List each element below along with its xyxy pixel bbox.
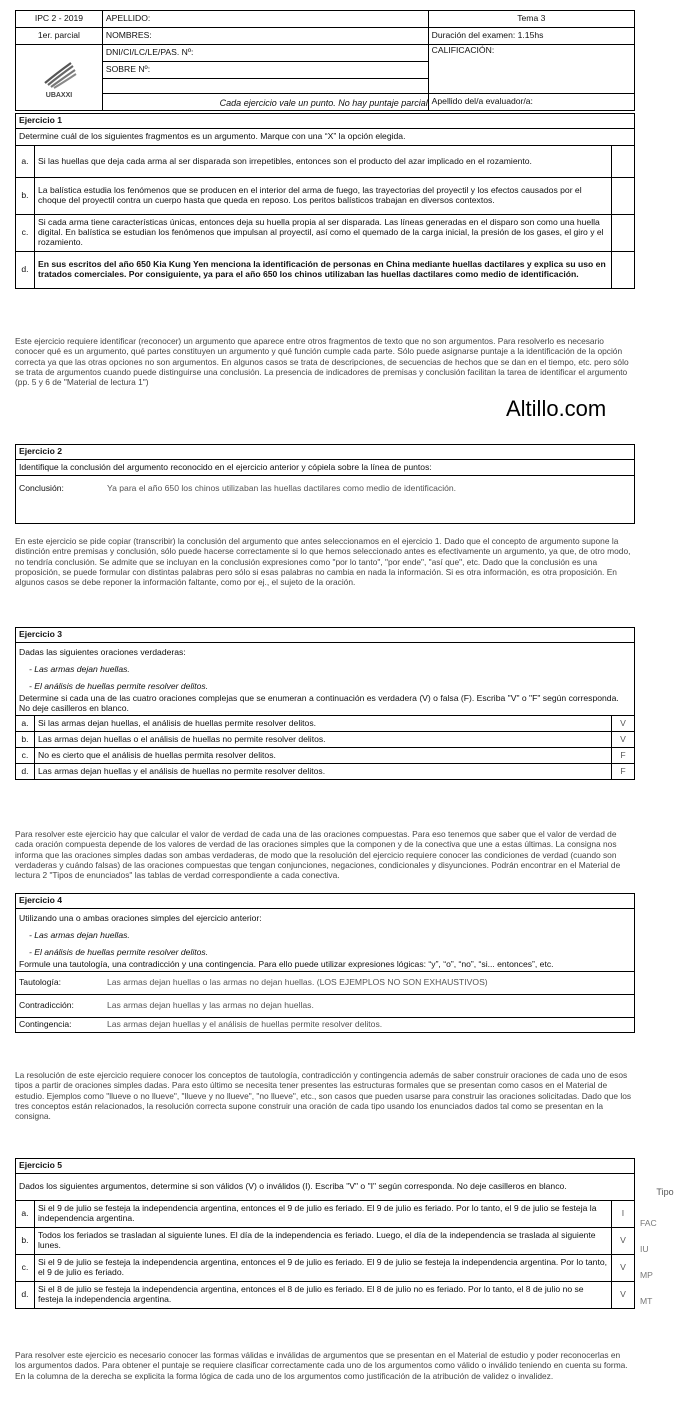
ej3-item-b: Las armas dejan huellas o el análisis de huellas no permite resolver delitos. xyxy=(35,732,612,748)
ej1-instruction: Determine cuál de los siguientes fragmentos es un argumento. Marque con una “X” la opción elegida. xyxy=(16,129,635,146)
tema-label: Tema 3 xyxy=(428,11,634,28)
ej1-letter-c: c. xyxy=(16,215,35,252)
ej1-option-b: La balística estudia los fenómenos que se producen en el interior del arma de fuego, las trayectorias del proyectil y los efectos causados por el choque del proyectil contra un cuerpo hasta que queda en reposo. Los peritos balísticos trabajan en diversos contextos. xyxy=(35,178,612,215)
ejercicio-1 xyxy=(15,113,635,289)
ej3-letter-c: c. xyxy=(16,748,35,764)
ej3-item-d: Las armas dejan huellas y el análisis de huellas no permite resolver delitos. xyxy=(35,764,612,780)
ej1-checkbox-c[interactable] xyxy=(612,215,635,252)
ubaxxi-logo xyxy=(31,59,87,99)
ej4-sentence-2: - El análisis de huellas permite resolver delitos. xyxy=(29,946,209,957)
scoring-note: Cada ejercicio vale un punto. No hay puntaje parcial. xyxy=(219,98,431,108)
ej4-row-tautologia xyxy=(16,972,635,995)
dni-field[interactable]: DNI/CI/LC/LE/PAS. Nº: xyxy=(102,45,428,62)
ej2-instruction: Identifique la conclusión del argumento reconocido en el ejercicio anterior y cópiela sobre la línea de puntos: xyxy=(16,460,635,476)
ej5-answer-b[interactable]: V xyxy=(612,1228,635,1255)
ej3-explanation: Para resolver este ejercicio hay que calcular el valor de verdad de cada una de las oraciones compuestas. Para eso tenemos que saber que el valor de verdad de cada oración compuesta depende de los valores de verdad de las oraciones simples que la componen y de la conectiva que une a estas últimas. La consigna nos informa que las oraciones simples dadas son ambas verdaderas, de modo que la resolución del ejercicio requiere conocer las condiciones de verdad (cuando son verdaderas y cuándo falsas) de las oraciones compuestas que tengan conjunciones, negaciones, condicionales y disyunciones. Podrán encontrar en el Material de lectura 2 "Tipos de enunciados" las tablas de verdad correspondiente a cada conectiva. xyxy=(15,829,621,880)
ej5-item-c: Si el 9 de julio se festeja la independencia argentina, entonces el 9 de julio es feriado. El 9 de julio se festeja la independencia argentina. Por lo tanto, el 9 de julio es feriado. xyxy=(35,1255,612,1282)
ej5-tipo-header: Tipo xyxy=(656,1187,674,1197)
ej5-instruction: Dados los siguientes argumentos, determine si son válidos (V) o inválidos (I). Escriba "V" o "I" según corresponda. No deje casilleros en blanco. xyxy=(16,1174,635,1201)
blank-field xyxy=(102,79,428,94)
ej3-letter-d: d. xyxy=(16,764,35,780)
ej5-item-d: Si el 8 de julio se festeja la independencia argentina, entonces el 8 de julio es feriado. El 8 de julio no es feriado. Por lo tanto, el 8 de julio no se festeja la independencia argentina. xyxy=(35,1282,612,1309)
ej2-title: Ejercicio 2 xyxy=(16,445,635,460)
calificacion-field: CALIFICACIÓN: xyxy=(428,45,634,94)
ej2-explanation: En este ejercicio se pide copiar (transcribir) la conclusión del argumento que antes seleccionamos en el ejercicio 1. Dado que el concepto de argumento supone la distinción entre premisas y conclusión, sólo puede hacerse correctamente si lo que hemos seleccionado antes es efectivamente un argumento, ya que, de otro modo, no tendría conclusión. Se admite que se incluyan en la conclusión expresiones como "por lo tanto", "por ende", "así que", etc. Dado que la conclusión es una proposición, se puede formular con distintas palabras pero sólo si esas palabras no cambia en nada la información. Si es otra información, es otra proposición. En algunos casos se debe reponer la información faltante, como por ej., el sujeto de la oración. xyxy=(15,536,631,587)
ej4-answer-tautologia[interactable]: Las armas dejan huellas o las armas no dejan huellas. (LOS EJEMPLOS NO SON EXHAUSTIVOS) xyxy=(107,977,488,988)
ej5-answer-d[interactable]: V xyxy=(612,1282,635,1309)
ej3-item-c: No es cierto que el análisis de huellas permita resolver delitos. xyxy=(35,748,612,764)
ej4-title: Ejercicio 4 xyxy=(16,894,635,909)
ej1-explanation: Este ejercicio requiere identificar (reconocer) un argumento que aparece entre otros fragmentos de texto que no son argumentos. Para resolverlo es necesario conocer qué es un argumento, qué partes constituyen un argumento y qué función cumple cada parte. Sólo puede asignarse puntaje a la identificación de la opción correcta ya que las otras opciones no son argumentos. En algunos casos se trata de descripciones, de secuencias de hechos que se dan en el tiempo, etc. pero sólo se trata de argumentos cuando puede distinguirse una conclusión. La presencia de indicadores de premisas y conclusión facilitan la tarea de identificar el argumento (pp. 5 y 6 de "Material de lectura 1") xyxy=(15,336,629,387)
ej1-letter-d: d. xyxy=(16,252,35,289)
ej5-item-a: Si el 9 de julio se festeja la independencia argentina, entonces el 9 de julio es feriado. El 9 de julio es feriado. Por lo tanto, el 9 de julio se festeja la independencia argentina. xyxy=(35,1201,612,1228)
ej3-instruction: Determine si cada una de las cuatro oraciones complejas que se enumeran a continuación es verdadera (V) o falsa (F). Escriba "V" o "F" según corresponda. No deje casilleros en blanco. xyxy=(19,693,619,714)
sobre-field[interactable]: SOBRE Nº: xyxy=(102,62,428,79)
ej2-answer-row xyxy=(16,476,635,524)
ej4-label-contradiccion: Contradicción: xyxy=(19,1000,74,1011)
exam-label: 1er. parcial xyxy=(16,28,103,45)
ej3-title: Ejercicio 3 xyxy=(16,628,635,643)
ej5-letter-b: b. xyxy=(16,1228,35,1255)
ej5-answer-c[interactable]: V xyxy=(612,1255,635,1282)
ej1-option-a: Si las huellas que deja cada arma al ser disparada son irrepetibles, entonces son el producto del azar implicado en el rozamiento. xyxy=(35,146,612,178)
ej3-answer-a[interactable]: V xyxy=(612,716,635,732)
ej4-intro: Utilizando una o ambas oraciones simples del ejercicio anterior: xyxy=(19,913,262,923)
ej2-conclusion-answer[interactable]: Ya para el año 650 los chinos utilizaban las huellas dactilares como medio de identificación. xyxy=(107,483,457,493)
ej3-answer-d[interactable]: F xyxy=(612,764,635,780)
ej1-option-d: En sus escritos del año 650 Kia Kung Yen menciona la identificación de personas en China mediante huellas dactilares y explica su uso en tratados comerciales. Por consiguiente, ya para el año 650 los chinos utilizaban las huellas dactilares como medio de identificación. xyxy=(35,252,612,289)
ej5-item-b: Todos los feriados se trasladan al siguiente lunes. El día de la independencia es feriado. Luego, el día de la independencia se traslada al siguiente lunes. xyxy=(35,1228,612,1255)
ej1-option-c: Si cada arma tiene características únicas, entonces deja su huella propia al ser disparada. Las líneas generadas en el disparo son como una huella digital. En balística se estudian los fenómenos que impulsan al proyectil, así como el quemado de la carga inicial, la presión de los gases, el giro y el rozamiento. xyxy=(35,215,612,252)
ej4-answer-contradiccion[interactable]: Las armas dejan huellas y las armas no dejan huellas. xyxy=(107,1000,314,1011)
ej4-statement xyxy=(16,909,635,972)
ej5-explanation: Para resolver este ejercicio es necesario conocer las formas válidas e inválidas de argumentos que se presentan en el Material de estudio y poder reconocerlas en los argumentos dados. Para obtener el puntaje se requiere clasificar correctamente cada uno de los argumentos como válido o inválido teniendo en cuenta su forma. En la columna de la derecha se explicita la forma lógica de cada uno de los argumentos como justificación de la atribución de validez o invalidez. xyxy=(15,1350,628,1381)
ejercicio-3 xyxy=(15,627,635,780)
ej4-label-tautologia: Tautología: xyxy=(19,977,62,988)
ejercicio-2 xyxy=(15,444,635,524)
ej3-item-a: Si las armas dejan huellas, el análisis de huellas permite resolver delitos. xyxy=(35,716,612,732)
ej3-sentence-1: - Las armas dejan huellas. xyxy=(29,663,130,674)
ej3-letter-a: a. xyxy=(16,716,35,732)
evaluador-field: Apellido del/a evaluador/a: xyxy=(428,94,634,111)
ej3-answer-b[interactable]: V xyxy=(612,732,635,748)
ej1-letter-a: a. xyxy=(16,146,35,178)
svg-text:UBAXXI: UBAXXI xyxy=(45,91,73,99)
ej4-label-contingencia: Contingencia: xyxy=(19,1019,72,1030)
ej3-sentence-2: - El análisis de huellas permite resolver delitos. xyxy=(29,680,209,691)
ej3-statement xyxy=(16,643,635,716)
ej1-checkbox-d[interactable] xyxy=(612,252,635,289)
ej5-letter-a: a. xyxy=(16,1201,35,1228)
ej5-tipo-a: FAC xyxy=(640,1218,657,1228)
ej5-tipo-b: IU xyxy=(640,1244,649,1254)
ej5-letter-d: d. xyxy=(16,1282,35,1309)
nombres-field[interactable]: NOMBRES: xyxy=(102,28,428,45)
ej2-conclusion-label: Conclusión: xyxy=(19,483,64,493)
ej4-sentence-1: - Las armas dejan huellas. xyxy=(29,929,130,940)
ej1-letter-b: b. xyxy=(16,178,35,215)
ej1-checkbox-b[interactable] xyxy=(612,178,635,215)
ej3-letter-b: b. xyxy=(16,732,35,748)
ejercicio-4 xyxy=(15,893,635,1033)
ej3-intro: Dadas las siguientes oraciones verdaderas: xyxy=(19,647,186,657)
ej4-explanation: La resolución de este ejercicio requiere conocer los conceptos de tautología, contradicción y contingencia además de saber construir oraciones de cada uno de esos tipos a partir de oraciones simples dadas. Para esto último se necesita tener presentes las estructuras formales que se presentan como casos en el Material de estudio. Ejemplos como "llueve o no llueve", "llueve y no llueve", "no llueve", etc., son casos que pueden usarse para construir las oraciones solicitadas. Dado que los tres conceptos están relacionados, la resolución correcta supone construir una oración de cada tipo usando los enunciados dados tal como se presentan en la consigna. xyxy=(15,1070,632,1121)
ej5-tipo-d: MT xyxy=(640,1296,653,1306)
ej4-row-contingencia xyxy=(16,1018,635,1033)
ej1-checkbox-a[interactable] xyxy=(612,146,635,178)
ej4-instruction: Formule una tautología, una contradicción y una contingencia. Para ello puede utilizar expresiones lógicas: “y”, “o”, “no”, “si... entonces”, etc. xyxy=(19,959,554,970)
watermark: Altillo.com xyxy=(506,396,607,421)
apellido-field[interactable]: APELLIDO: xyxy=(102,11,428,28)
duracion-label: Duración del examen: 1.15hs xyxy=(428,28,634,45)
ej4-row-contradiccion xyxy=(16,995,635,1018)
ej5-tipo-c: MP xyxy=(640,1270,653,1280)
ej5-title: Ejercicio 5 xyxy=(16,1159,635,1174)
ej3-answer-c[interactable]: F xyxy=(612,748,635,764)
ej4-answer-contingencia[interactable]: Las armas dejan huellas y el análisis de huellas permite resolver delitos. xyxy=(107,1019,383,1030)
ej1-title: Ejercicio 1 xyxy=(16,114,635,129)
ejercicio-5 xyxy=(15,1158,635,1309)
ej5-letter-c: c. xyxy=(16,1255,35,1282)
course-label: IPC 2 - 2019 xyxy=(16,11,103,28)
exam-header xyxy=(15,10,635,111)
ej5-answer-a[interactable]: I xyxy=(612,1201,635,1228)
